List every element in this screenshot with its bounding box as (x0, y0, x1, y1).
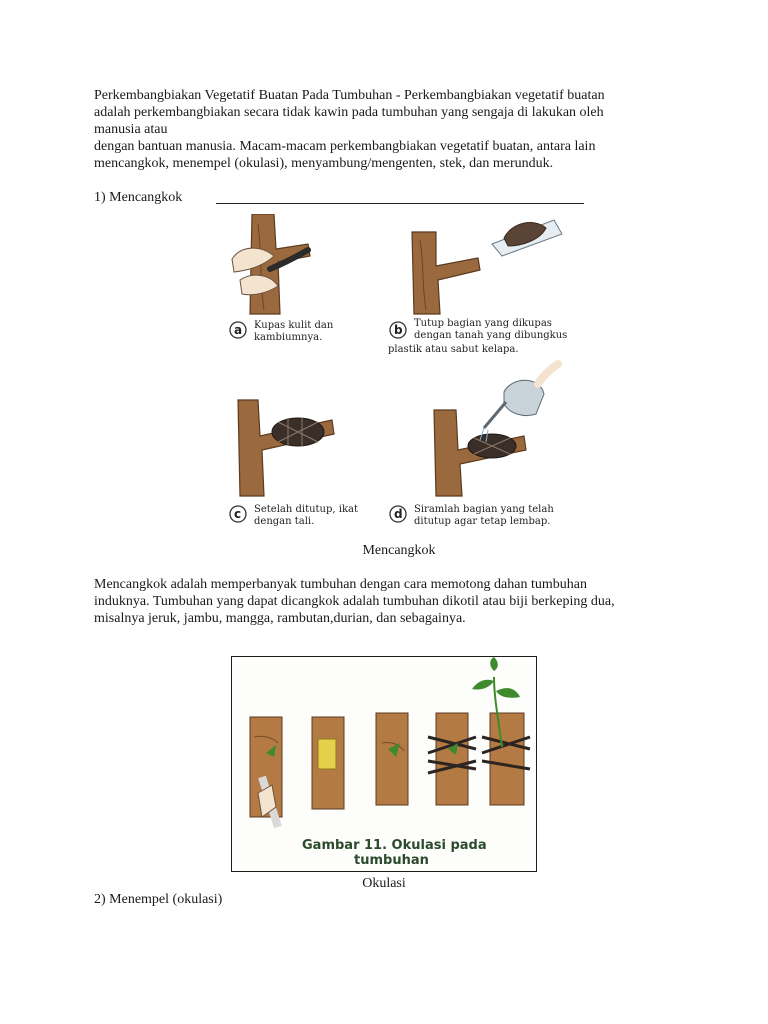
okulasi-image (231, 656, 537, 872)
intro-paragraph (94, 87, 684, 172)
okulasi-image-caption-line: Gambar 11. Okulasi pada (302, 838, 487, 853)
okulasi-stem-2 (312, 717, 344, 809)
step-b-drawing (412, 220, 562, 314)
step-c-text-line: dengan tali. (254, 516, 315, 527)
mencangkok-illustration (222, 214, 567, 532)
body-line: misalnya jeruk, jambu, mangga, rambutan,durian, dan sebagainya. (94, 611, 466, 626)
step-a-text-line: kambiumnya. (254, 332, 323, 343)
section-heading-menempel: 2) Menempel (okulasi) (94, 892, 223, 907)
step-d-caption (390, 504, 554, 527)
step-a-drawing (232, 214, 310, 314)
step-c-drawing (238, 400, 334, 496)
step-a-caption (230, 320, 334, 343)
heading-underline (216, 203, 584, 204)
step-a-letter: a (234, 323, 243, 337)
step-b-text-line: plastik atau sabut kelapa. (388, 344, 519, 355)
step-d-letter: d (394, 507, 403, 521)
step-d-text-line: ditutup agar tetap lembap. (414, 516, 551, 527)
step-d-drawing (434, 364, 558, 496)
okulasi-stem-3 (376, 713, 408, 805)
body-line: induknya. Tumbuhan yang dapat dicangkok adalah tumbuhan dikotil atau biji berkeping dua, (94, 594, 615, 609)
step-b-text-line: dengan tanah yang dibungkus (414, 330, 567, 341)
figure-caption-okulasi: Okulasi (362, 876, 406, 891)
step-c-letter: c (234, 507, 242, 521)
okulasi-stem-5 (472, 657, 530, 805)
intro-line: mencangkok, menempel (okulasi), menyambung/mengenten, stek, dan merunduk. (94, 156, 554, 171)
intro-line: Perkembangbiakan Vegetatif Buatan Pada Tumbuhan - Perkembangbiakan vegetatif buatan (94, 88, 605, 103)
section-heading-mencangkok: 1) Mencangkok (94, 190, 183, 205)
body-line: Mencangkok adalah memperbanyak tumbuhan dengan cara memotong dahan tumbuhan (94, 577, 587, 592)
step-b-text-line: Tutup bagian yang dikupas (414, 318, 552, 329)
step-c-caption (230, 504, 358, 527)
okulasi-stem-1 (250, 717, 282, 827)
step-b-caption (388, 318, 567, 355)
okulasi-illustration (232, 657, 536, 871)
intro-line: adalah perkembangbiakan secara tidak kawin pada tumbuhan yang sengaja di lakukan oleh (94, 105, 604, 120)
step-d-text-line: Siramlah bagian yang telah (414, 504, 554, 515)
okulasi-image-caption-line: tumbuhan (354, 853, 429, 868)
okulasi-stem-4 (428, 713, 476, 805)
step-b-letter: b (394, 323, 403, 337)
intro-line: manusia atau (94, 122, 168, 137)
step-a-text-line: Kupas kulit dan (254, 320, 334, 331)
mencangkok-paragraph (94, 576, 684, 627)
step-c-text-line: Setelah ditutup, ikat (254, 504, 358, 515)
figure-caption-mencangkok: Mencangkok (362, 543, 436, 558)
intro-line: dengan bantuan manusia. Macam-macam perkembangbiakan vegetatif buatan, antara lain (94, 139, 596, 154)
